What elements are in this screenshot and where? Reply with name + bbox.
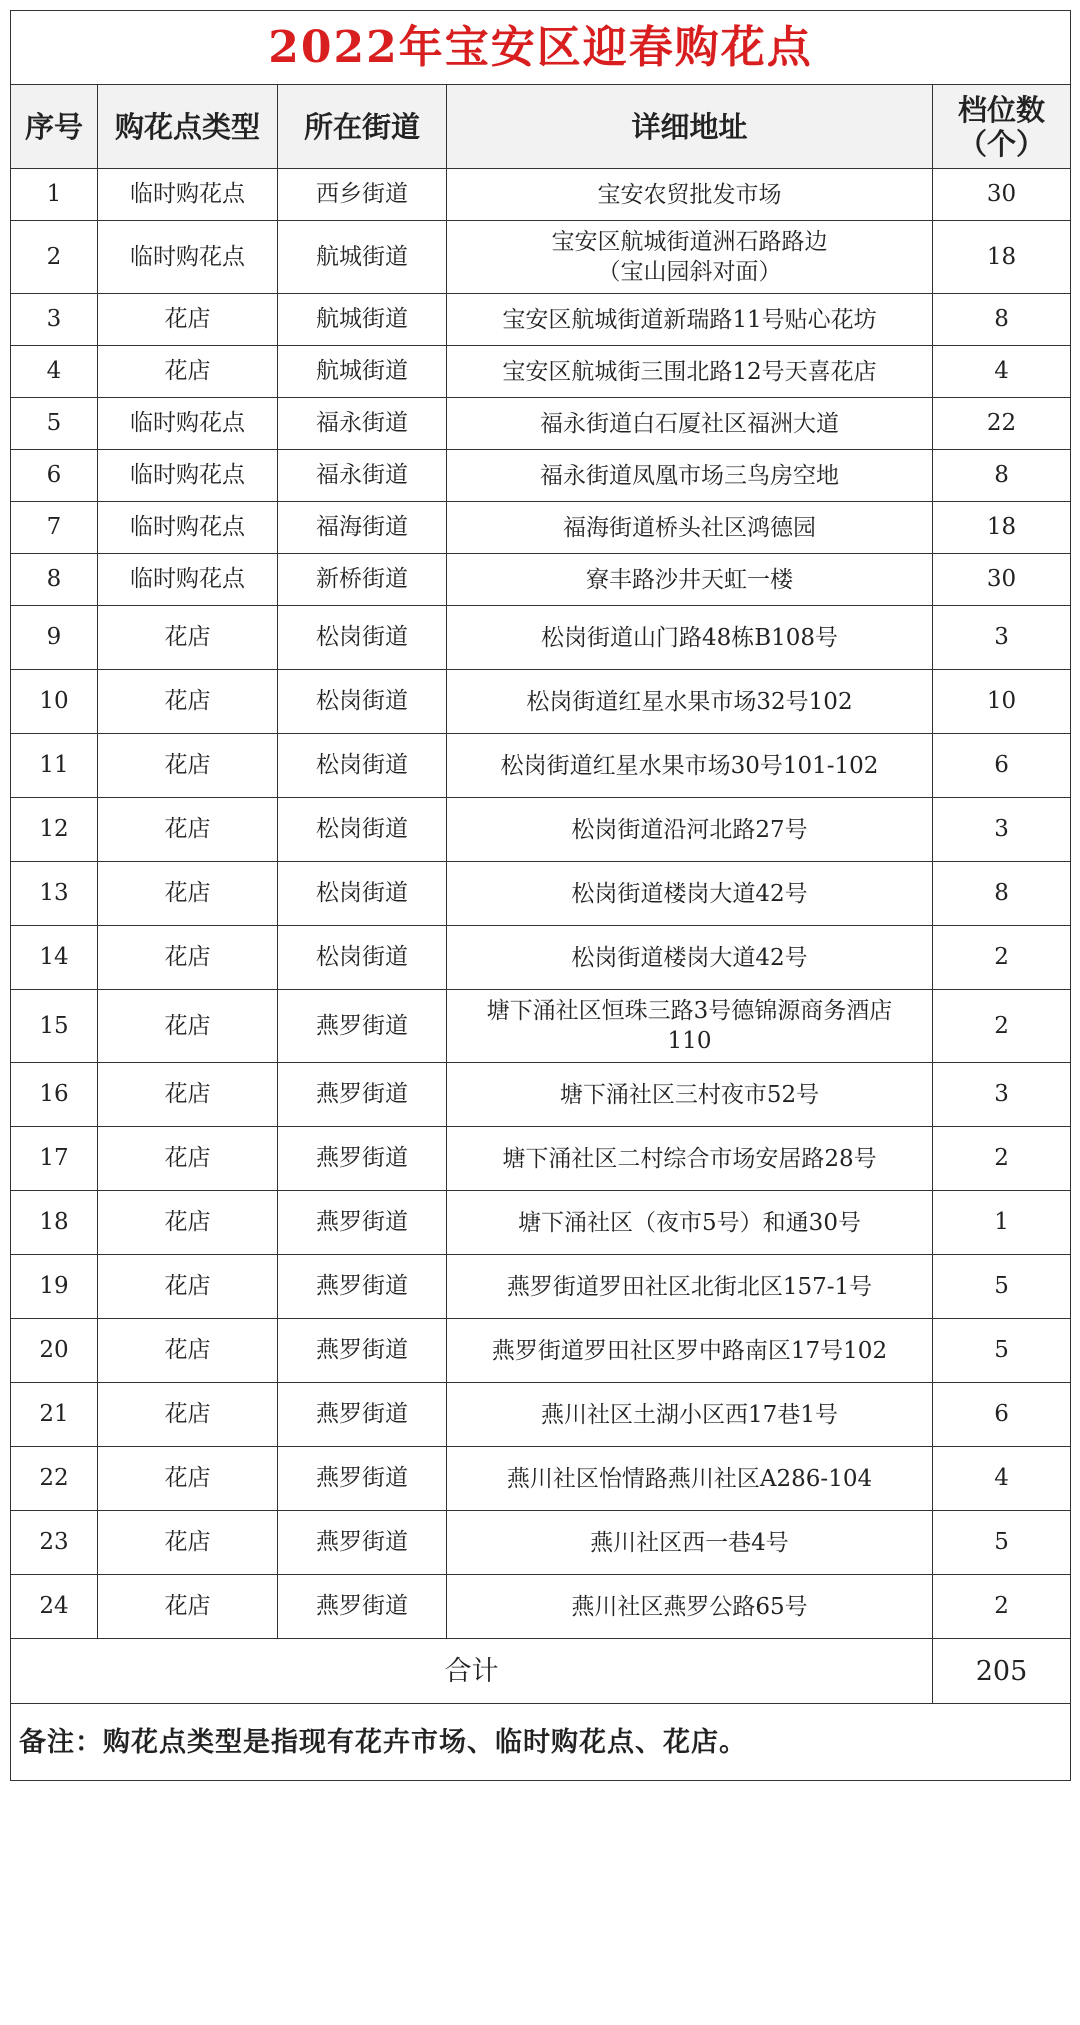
cell-street: 燕罗街道: [278, 1575, 447, 1639]
cell-index: 1: [11, 169, 98, 221]
cell-street: 燕罗街道: [278, 1191, 447, 1255]
total-label: 合计: [11, 1639, 933, 1704]
header-stalls: [933, 85, 1071, 169]
cell-stalls: 22: [933, 398, 1071, 450]
cell-type: 花店: [98, 990, 278, 1063]
cell-street: 航城街道: [278, 346, 447, 398]
table-row: [11, 1511, 1071, 1575]
table-row: [11, 798, 1071, 862]
cell-address: [447, 502, 933, 554]
cell-type: 临时购花点: [98, 221, 278, 294]
cell-index: 21: [11, 1383, 98, 1447]
cell-index: 22: [11, 1447, 98, 1511]
cell-address: [447, 734, 933, 798]
cell-index: 12: [11, 798, 98, 862]
note-row: [11, 1704, 1071, 1781]
table-row: [11, 734, 1071, 798]
cell-type: 花店: [98, 1127, 278, 1191]
footnote: 备注：购花点类型是指现有花卉市场、临时购花点、花店。: [11, 1704, 1071, 1781]
cell-index: 13: [11, 862, 98, 926]
cell-stalls: 6: [933, 734, 1071, 798]
cell-address: [447, 1127, 933, 1191]
cell-stalls: 30: [933, 169, 1071, 221]
cell-stalls: 8: [933, 294, 1071, 346]
cell-street: 燕罗街道: [278, 1127, 447, 1191]
cell-stalls: 3: [933, 606, 1071, 670]
cell-address: [447, 294, 933, 346]
cell-address: [447, 1319, 933, 1383]
cell-stalls: 10: [933, 670, 1071, 734]
cell-street: 福海街道: [278, 502, 447, 554]
cell-address: [447, 221, 933, 294]
flower-points-table: [10, 10, 1071, 1781]
cell-index: 8: [11, 554, 98, 606]
address-line-1: 宝安区航城街道洲石路路边: [551, 229, 828, 255]
cell-street: 燕罗街道: [278, 1383, 447, 1447]
cell-stalls: 18: [933, 221, 1071, 294]
cell-type: 花店: [98, 1191, 278, 1255]
address-line-1: 燕川社区怡情路燕川社区A286-104: [506, 1465, 873, 1492]
address-line-2: 110: [667, 1028, 712, 1054]
address-line-1: 燕川社区燕罗公路65号: [571, 1593, 808, 1620]
table-row: [11, 1191, 1071, 1255]
cell-address: [447, 1063, 933, 1127]
address-line-1: 福海街道桥头社区鸿德园: [563, 514, 816, 541]
table-row: [11, 294, 1071, 346]
cell-address: [447, 1191, 933, 1255]
address-line-1: 松岗街道楼岗大道42号: [571, 880, 808, 907]
address-line-1: 福永街道凤凰市场三鸟房空地: [540, 462, 839, 489]
cell-type: 花店: [98, 1063, 278, 1127]
cell-index: 17: [11, 1127, 98, 1191]
cell-index: 20: [11, 1319, 98, 1383]
cell-stalls: 2: [933, 1575, 1071, 1639]
cell-type: 花店: [98, 670, 278, 734]
address-line-1: 塘下涌社区三村夜市52号: [559, 1081, 820, 1108]
address-line-1: 福永街道白石厦社区福洲大道: [540, 410, 839, 437]
table-row: [11, 670, 1071, 734]
cell-street: 航城街道: [278, 221, 447, 294]
cell-stalls: 5: [933, 1511, 1071, 1575]
cell-street: 松岗街道: [278, 862, 447, 926]
cell-street: 西乡街道: [278, 169, 447, 221]
table-row: [11, 398, 1071, 450]
table-row: [11, 221, 1071, 294]
address-line-1: 塘下涌社区二村综合市场安居路28号: [502, 1145, 877, 1172]
cell-street: 松岗街道: [278, 606, 447, 670]
table-row: [11, 1255, 1071, 1319]
cell-stalls: 18: [933, 502, 1071, 554]
cell-stalls: 3: [933, 798, 1071, 862]
data-rows: [11, 169, 1071, 1639]
cell-address: [447, 554, 933, 606]
cell-address: [447, 398, 933, 450]
cell-type: 花店: [98, 1511, 278, 1575]
cell-index: 19: [11, 1255, 98, 1319]
header-row: [11, 85, 1071, 169]
address-line-1: 燕川社区土湖小区西17巷1号: [541, 1401, 838, 1428]
address-line-1: 松岗街道山门路48栋B108号: [540, 624, 839, 651]
address-line-1: 塘下涌社区恒珠三路3号德锦源商务酒店: [486, 998, 893, 1024]
cell-street: 新桥街道: [278, 554, 447, 606]
cell-stalls: 5: [933, 1319, 1071, 1383]
cell-street: 燕罗街道: [278, 1511, 447, 1575]
cell-street: 燕罗街道: [278, 1319, 447, 1383]
header-stalls-line1: 档位数: [958, 92, 1046, 127]
cell-stalls: 5: [933, 1255, 1071, 1319]
cell-address: [447, 1255, 933, 1319]
cell-address: [447, 450, 933, 502]
cell-type: 花店: [98, 926, 278, 990]
cell-type: 花店: [98, 1447, 278, 1511]
cell-street: 航城街道: [278, 294, 447, 346]
cell-type: 临时购花点: [98, 169, 278, 221]
address-line-2: （宝山园斜对面）: [597, 259, 782, 285]
cell-address: [447, 798, 933, 862]
total-row: [11, 1639, 1071, 1704]
address-line-1: 塘下涌社区（夜市5号）和通30号: [518, 1209, 861, 1236]
cell-index: 16: [11, 1063, 98, 1127]
cell-stalls: 2: [933, 926, 1071, 990]
total-value: 205: [933, 1639, 1071, 1704]
cell-street: 福永街道: [278, 450, 447, 502]
cell-address: [447, 990, 933, 1063]
cell-address: [447, 606, 933, 670]
cell-street: 燕罗街道: [278, 1063, 447, 1127]
table-row: [11, 1063, 1071, 1127]
table-row: [11, 862, 1071, 926]
cell-address: [447, 1383, 933, 1447]
cell-index: 14: [11, 926, 98, 990]
address-line-1: 寮丰路沙井天虹一楼: [586, 566, 793, 593]
address-line-1: 松岗街道楼岗大道42号: [571, 944, 808, 971]
cell-address: [447, 1447, 933, 1511]
cell-index: 9: [11, 606, 98, 670]
cell-type: 花店: [98, 1255, 278, 1319]
cell-type: 临时购花点: [98, 554, 278, 606]
cell-stalls: 2: [933, 1127, 1071, 1191]
table-row: [11, 1575, 1071, 1639]
cell-street: 燕罗街道: [278, 1447, 447, 1511]
cell-type: 花店: [98, 798, 278, 862]
cell-index: 4: [11, 346, 98, 398]
cell-index: 11: [11, 734, 98, 798]
cell-type: 花店: [98, 1575, 278, 1639]
table-row: [11, 169, 1071, 221]
table-row: [11, 346, 1071, 398]
table-row: [11, 1319, 1071, 1383]
cell-stalls: 4: [933, 346, 1071, 398]
cell-address: [447, 1575, 933, 1639]
cell-street: 松岗街道: [278, 798, 447, 862]
cell-street: 燕罗街道: [278, 990, 447, 1063]
table-body: [11, 11, 1071, 169]
cell-address: [447, 670, 933, 734]
cell-stalls: 6: [933, 1383, 1071, 1447]
cell-stalls: 1: [933, 1191, 1071, 1255]
table-footer: [11, 1639, 1071, 1781]
cell-address: [447, 346, 933, 398]
address-line-1: 松岗街道沿河北路27号: [571, 816, 808, 843]
cell-street: 松岗街道: [278, 670, 447, 734]
cell-type: 花店: [98, 1319, 278, 1383]
cell-type: 花店: [98, 294, 278, 346]
address-line-1: 宝安区航城街道新瑞路11号贴心花坊: [502, 306, 877, 333]
header-address: 详细地址: [447, 85, 933, 169]
cell-index: 6: [11, 450, 98, 502]
cell-index: 2: [11, 221, 98, 294]
header-type: 购花点类型: [98, 85, 278, 169]
cell-type: 临时购花点: [98, 450, 278, 502]
cell-type: 花店: [98, 862, 278, 926]
cell-type: 花店: [98, 734, 278, 798]
table-row: [11, 1447, 1071, 1511]
address-line-1: 宝安区航城街三围北路12号天喜花店: [502, 358, 877, 385]
cell-stalls: 3: [933, 1063, 1071, 1127]
cell-stalls: 30: [933, 554, 1071, 606]
cell-type: 花店: [98, 606, 278, 670]
table-row: [11, 1127, 1071, 1191]
cell-address: [447, 862, 933, 926]
cell-index: 5: [11, 398, 98, 450]
cell-type: 花店: [98, 346, 278, 398]
cell-index: 24: [11, 1575, 98, 1639]
cell-stalls: 4: [933, 1447, 1071, 1511]
address-line-1: 燕川社区西一巷4号: [590, 1529, 789, 1556]
page-title: 2022年宝安区迎春购花点: [11, 11, 1071, 85]
cell-index: 15: [11, 990, 98, 1063]
table-row: [11, 450, 1071, 502]
title-row: [11, 11, 1071, 85]
cell-index: 3: [11, 294, 98, 346]
cell-street: 福永街道: [278, 398, 447, 450]
cell-type: 花店: [98, 1383, 278, 1447]
table-row: [11, 502, 1071, 554]
cell-address: [447, 169, 933, 221]
address-line-1: 燕罗街道罗田社区罗中路南区17号102: [491, 1337, 888, 1364]
table-row: [11, 926, 1071, 990]
cell-street: 松岗街道: [278, 734, 447, 798]
table-row: [11, 990, 1071, 1063]
address-line-1: 松岗街道红星水果市场30号101-102: [500, 752, 879, 779]
header-index: 序号: [11, 85, 98, 169]
address-line-1: 松岗街道红星水果市场32号102: [526, 688, 853, 715]
cell-street: 燕罗街道: [278, 1255, 447, 1319]
table-row: [11, 1383, 1071, 1447]
cell-index: 10: [11, 670, 98, 734]
table-row: [11, 606, 1071, 670]
cell-index: 18: [11, 1191, 98, 1255]
header-street: 所在街道: [278, 85, 447, 169]
cell-stalls: 2: [933, 990, 1071, 1063]
cell-index: 7: [11, 502, 98, 554]
cell-street: 松岗街道: [278, 926, 447, 990]
address-line-1: 宝安农贸批发市场: [597, 181, 782, 208]
cell-type: 临时购花点: [98, 502, 278, 554]
cell-address: [447, 1511, 933, 1575]
cell-stalls: 8: [933, 450, 1071, 502]
cell-type: 临时购花点: [98, 398, 278, 450]
cell-address: [447, 926, 933, 990]
table-row: [11, 554, 1071, 606]
address-line-1: 燕罗街道罗田社区北街北区157-1号: [506, 1273, 873, 1300]
header-stalls-line2: （个）: [958, 126, 1046, 161]
cell-stalls: 8: [933, 862, 1071, 926]
cell-index: 23: [11, 1511, 98, 1575]
